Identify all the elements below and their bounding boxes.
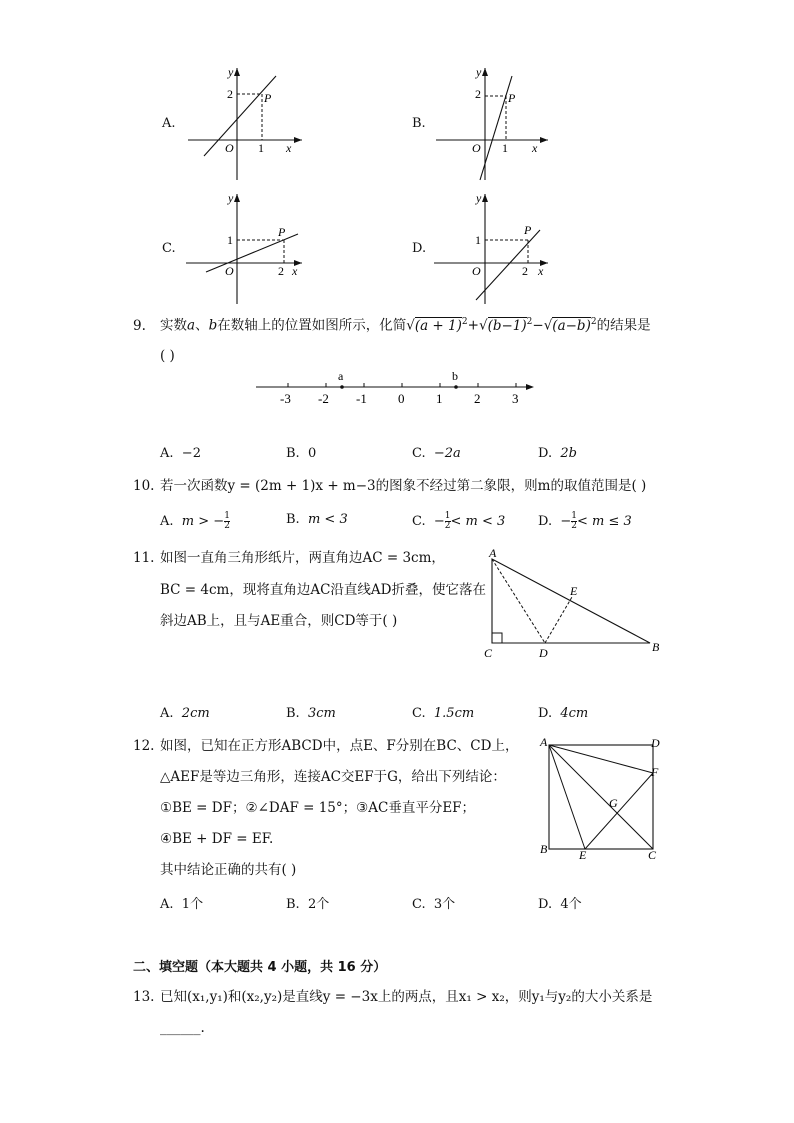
option-letter: C. bbox=[412, 897, 426, 912]
square-figure bbox=[535, 733, 670, 863]
x-tick-label: 2 bbox=[278, 264, 284, 278]
question-stem: 若一次函数y = (2m + 1)x + m−3的图象不经过第二象限，则m的取值范围是( ) bbox=[160, 478, 647, 494]
tick-label: -2 bbox=[318, 391, 329, 406]
x-label: x bbox=[532, 141, 538, 155]
option-text: 1.5cm bbox=[433, 706, 475, 721]
q8-graph-b bbox=[428, 62, 558, 187]
fold-line-ad bbox=[492, 559, 545, 643]
question-line: 其中结论正确的共有( ) bbox=[160, 862, 297, 878]
option-letter: A. bbox=[160, 446, 174, 461]
question-line: △AEF是等边三角形，连接AC交EF于G，给出下列结论： bbox=[160, 769, 506, 785]
y-axis-arrow bbox=[234, 194, 240, 202]
answer-paren: ( ) bbox=[160, 348, 175, 364]
q8-option-d-letter: D. bbox=[412, 241, 427, 256]
point-label: P bbox=[508, 91, 516, 105]
radicand: (b−1) bbox=[487, 317, 527, 334]
label-a: A bbox=[489, 546, 497, 560]
diagonal-ac bbox=[549, 745, 653, 849]
question-line: ①BE = DF；②∠DAF = 15°；③AC垂直平分EF； bbox=[160, 800, 476, 816]
question-number: 12. bbox=[133, 738, 155, 754]
question-stem: 已知(x₁,y₁)和(x₂,y₂)是直线y = −3x上的两点，且x₁ > x₂，则y₁与y₂的大小关系是 bbox=[160, 989, 653, 1005]
x-axis-arrow bbox=[294, 137, 302, 143]
origin-label: O bbox=[472, 141, 481, 155]
option-letter: C. bbox=[412, 514, 426, 529]
number-line-ticks bbox=[288, 383, 516, 387]
question-line: 斜边AB上，且与AE重合，则CD等于( ) bbox=[160, 613, 398, 629]
option-text-tail: < m < 3 bbox=[450, 514, 506, 529]
option-c[interactable] bbox=[412, 446, 461, 461]
numerator: 1 bbox=[444, 511, 451, 521]
numerator: 1 bbox=[224, 511, 230, 521]
label-e: E bbox=[579, 848, 587, 862]
option-letter: D. bbox=[538, 446, 553, 461]
y-label: y bbox=[476, 65, 482, 79]
point-b-label: b bbox=[452, 369, 458, 383]
option-letter: D. bbox=[538, 514, 553, 529]
option-letter: A. bbox=[160, 706, 174, 721]
q8-graph-d bbox=[428, 188, 558, 308]
option-text: 4cm bbox=[560, 706, 589, 721]
option-a[interactable] bbox=[160, 706, 210, 721]
option-letter: C. bbox=[412, 446, 426, 461]
question-number: 10. bbox=[133, 478, 155, 494]
option-letter: B. bbox=[286, 512, 300, 527]
x-tick-label: 1 bbox=[502, 141, 508, 155]
question-number: 9. bbox=[133, 318, 146, 334]
option-text: 3cm bbox=[307, 706, 336, 721]
option-text: 3个 bbox=[433, 897, 456, 912]
option-text: m < 3 bbox=[307, 512, 348, 527]
option-text: 0 bbox=[307, 446, 317, 461]
fraction bbox=[224, 512, 230, 531]
function-line bbox=[204, 76, 276, 156]
q8-graph-a bbox=[180, 62, 310, 187]
triangle-abc bbox=[492, 559, 650, 643]
q8-option-a-letter: A. bbox=[162, 116, 176, 131]
origin-label: O bbox=[225, 264, 234, 278]
y-tick-label: 1 bbox=[227, 233, 233, 247]
point-label: P bbox=[524, 223, 532, 237]
option-letter: D. bbox=[538, 897, 553, 912]
number-line-arrow bbox=[526, 384, 534, 390]
tick-label: 0 bbox=[398, 391, 405, 406]
question-line: BC = 4cm，现将直角边AC沿直线AD折叠，使它落在 bbox=[160, 582, 486, 598]
option-letter: B. bbox=[286, 706, 300, 721]
denominator: 2 bbox=[571, 521, 577, 531]
label-d: D bbox=[651, 736, 660, 750]
label-c: C bbox=[648, 848, 657, 862]
sqrt-term-1: $√(a + 1)^2$ bbox=[406, 317, 468, 334]
option-text: − bbox=[560, 514, 572, 529]
question-line: ④BE + DF = EF. bbox=[160, 831, 274, 847]
right-angle-mark bbox=[492, 633, 502, 643]
option-text: 2b bbox=[560, 446, 577, 461]
radicand: (a + 1) bbox=[414, 317, 462, 334]
x-tick-label: 2 bbox=[522, 264, 528, 278]
label-a: A bbox=[540, 735, 548, 749]
point-label: P bbox=[264, 91, 272, 105]
sqrt-term-3: $√(a-b)^2$ bbox=[543, 317, 597, 334]
option-c[interactable] bbox=[412, 706, 474, 721]
y-axis-arrow bbox=[234, 68, 240, 76]
y-tick-label: 2 bbox=[475, 87, 481, 101]
origin-label: O bbox=[225, 141, 234, 155]
option-text: 2cm bbox=[181, 706, 210, 721]
label-e: E bbox=[570, 584, 578, 598]
option-a[interactable] bbox=[160, 893, 203, 912]
stem-separator: 、 bbox=[195, 317, 209, 334]
option-text: 4个 bbox=[560, 897, 582, 912]
point-b-dot bbox=[454, 385, 458, 389]
option-b[interactable] bbox=[286, 706, 336, 721]
x-label: x bbox=[286, 141, 292, 155]
option-c[interactable] bbox=[412, 893, 455, 912]
label-f: F bbox=[651, 765, 659, 779]
option-letter: A. bbox=[160, 897, 174, 912]
option-text: 2个 bbox=[307, 897, 330, 912]
option-d[interactable] bbox=[538, 893, 582, 912]
option-text: − bbox=[433, 514, 445, 529]
question-number: 13. bbox=[133, 989, 155, 1005]
y-label: y bbox=[476, 191, 482, 205]
option-a[interactable] bbox=[160, 446, 201, 461]
option-letter: C. bbox=[412, 706, 426, 721]
point-a-dot bbox=[340, 385, 344, 389]
option-a[interactable] bbox=[160, 512, 230, 531]
x-label: x bbox=[538, 264, 544, 278]
tick-label: -3 bbox=[280, 391, 291, 406]
x-axis-arrow bbox=[540, 137, 548, 143]
section-heading: 二、填空题（本大题共 4 小题，共 16 分） bbox=[133, 960, 387, 975]
label-b: B bbox=[540, 842, 548, 856]
option-d[interactable] bbox=[538, 706, 588, 721]
denominator: 2 bbox=[224, 521, 230, 531]
tick-label: 1 bbox=[436, 391, 443, 406]
option-c[interactable] bbox=[412, 512, 505, 531]
option-text: −2 bbox=[181, 446, 201, 461]
question-number: 11. bbox=[133, 550, 155, 566]
sqrt-term-2: $√(b-1)^2$ bbox=[478, 317, 533, 334]
origin-label: O bbox=[472, 264, 481, 278]
tick-label: -1 bbox=[356, 391, 367, 406]
option-b[interactable] bbox=[286, 893, 329, 912]
segment-de bbox=[545, 597, 572, 643]
denominator: 2 bbox=[444, 521, 451, 531]
x-tick-label: 1 bbox=[258, 141, 264, 155]
question-line: 如图，已知在正方形ABCD中，点E、F分别在BC、CD上， bbox=[160, 738, 519, 754]
stem-text: 的结果是 bbox=[596, 317, 651, 334]
option-d[interactable] bbox=[538, 512, 632, 531]
label-d: D bbox=[539, 646, 548, 660]
y-axis-arrow bbox=[482, 194, 488, 202]
question-stem bbox=[160, 312, 651, 336]
tick-label: 3 bbox=[512, 391, 519, 406]
stem-text: 在数轴上的位置如图所示，化简 bbox=[217, 317, 407, 334]
option-letter: B. bbox=[286, 897, 300, 912]
option-b[interactable] bbox=[286, 512, 348, 527]
option-text: −2a bbox=[433, 446, 461, 461]
operator: − bbox=[532, 317, 544, 334]
numerator: 1 bbox=[571, 511, 577, 521]
x-label: x bbox=[292, 264, 298, 278]
number-line bbox=[250, 365, 540, 407]
triangle-figure bbox=[480, 545, 665, 663]
option-b[interactable] bbox=[286, 446, 316, 461]
y-tick-label: 2 bbox=[227, 87, 233, 101]
option-text: m > − bbox=[181, 514, 225, 529]
label-g: G bbox=[609, 796, 618, 810]
exponent: 2 bbox=[526, 317, 533, 327]
tick-label: 2 bbox=[474, 391, 481, 406]
y-label: y bbox=[228, 65, 234, 79]
option-text-tail: < m ≤ 3 bbox=[577, 514, 632, 529]
option-text: 1个 bbox=[181, 897, 204, 912]
segment-ef bbox=[585, 773, 653, 849]
answer-blank[interactable]: ______. bbox=[160, 1020, 205, 1036]
operator: + bbox=[467, 317, 479, 334]
y-axis-arrow bbox=[482, 68, 488, 76]
exponent: 2 bbox=[590, 317, 597, 327]
q8-option-c-letter: C. bbox=[162, 241, 176, 256]
y-tick-label: 1 bbox=[475, 233, 481, 247]
option-letter: B. bbox=[286, 446, 300, 461]
segment-af bbox=[549, 745, 653, 773]
label-b: B bbox=[652, 640, 660, 654]
radicand: (a−b) bbox=[552, 317, 591, 334]
option-d[interactable] bbox=[538, 446, 577, 461]
segment-ae bbox=[549, 745, 585, 849]
var-a: a bbox=[187, 317, 196, 334]
y-label: y bbox=[228, 191, 234, 205]
q8-graph-c bbox=[180, 188, 310, 308]
exponent: 2 bbox=[461, 317, 468, 327]
option-letter: A. bbox=[160, 514, 174, 529]
q8-option-b-letter: B. bbox=[412, 116, 426, 131]
point-a-label: a bbox=[338, 369, 344, 383]
var-b: b bbox=[208, 317, 218, 334]
question-line: 如图一直角三角形纸片，两直角边AC = 3cm， bbox=[160, 550, 445, 566]
point-label: P bbox=[278, 225, 286, 239]
label-c: C bbox=[484, 646, 493, 660]
stem-text: 实数 bbox=[160, 317, 187, 334]
option-letter: D. bbox=[538, 706, 553, 721]
